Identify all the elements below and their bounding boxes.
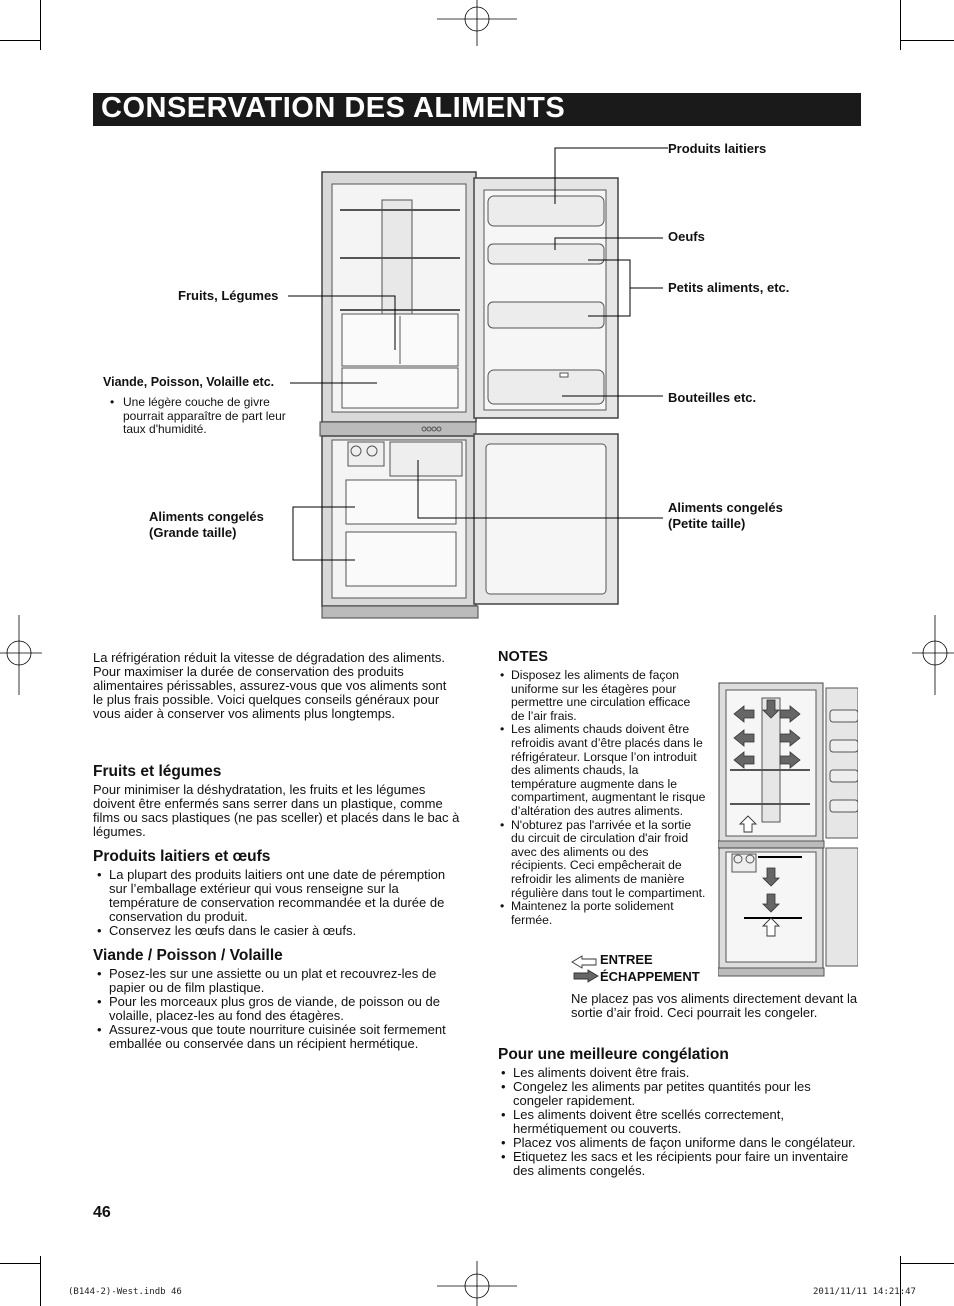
intro-paragraph: La réfrigération réduit la vitesse de dégradation des aliments. Pour maximiser la durée de conservation des produits alimentaires périssables, assurez-vous que vos aliments sont le plus frais possible. Voici quelques conseils généraux pour vous aider à conserver vos aliments plus longtemps. [93, 650, 447, 721]
list-item: • Posez-les sur une assiette ou un plat et recouvrez-les de papier ou de film plastique. [93, 967, 461, 995]
label-fruits-legumes: Fruits, Légumes [178, 288, 279, 303]
label-oeufs: Oeufs [668, 229, 705, 244]
heading-laitiers: Produits laitiers et œufs [93, 848, 271, 865]
footer-file: (B144-2)-West.indb 46 [68, 1287, 182, 1297]
list-item: • Placez vos aliments de façon uniforme dans le congélateur. [497, 1136, 861, 1150]
list-item: • Disposez les aliments de façon uniforme sur les étagères pour permettre une circulation efficace de l’air frais. [496, 669, 706, 723]
list-item: • Les aliments chauds doivent être refroidis avant d’être placés dans le réfrigérateur. Lorsque l’on introduit des aliments chauds, la température augmente dans le compartiment, augmentant le risque d’altération des autres aliments. [496, 723, 706, 818]
label-petits-aliments: Petits aliments, etc. [668, 280, 790, 295]
viande-list [93, 967, 461, 1051]
list-item: • Les aliments doivent être scellés correctement, hermétiquement ou couverts. [497, 1108, 861, 1136]
fruits-paragraph: Pour minimiser la déshydratation, les fruits et les légumes doivent être enfermés sans serrer dans un plastique, comme films ou sacs plastiques (ne pas sceller) et placés dans le bac à légumes. [93, 782, 460, 839]
label-bouteilles: Bouteilles etc. [668, 390, 757, 405]
list-item: • Les aliments doivent être frais. [497, 1066, 861, 1080]
footer-date: 2011/11/11 14:21:47 [813, 1287, 916, 1297]
label-produits-laitiers: Produits laitiers [668, 141, 767, 156]
label-congeles-petite: Aliments congelés (Petite taille) [668, 500, 783, 531]
page-title-bar [93, 93, 861, 126]
registration-mark-left [0, 615, 42, 695]
heading-viande: Viande / Poisson / Volaille [93, 947, 283, 964]
registration-mark-right [912, 615, 954, 695]
list-item: • N'obturez pas l'arrivée et la sortie du circuit de circulation d'air froid avec des aliments ou des récipients. Ceci empêcherait de refroidir les aliments de manière régulière dans tout le compartiment. [496, 819, 706, 901]
laitiers-list [93, 868, 461, 938]
list-item: • Assurez-vous que toute nourriture cuisinée soit fermement emballée ou conservée dans un récipient hermétique. [93, 1023, 461, 1051]
heading-notes: NOTES [498, 649, 548, 665]
airflow-warning: Ne placez pas vos aliments directement devant la sortie d’air froid. Ceci pourrait les congeler. [571, 991, 858, 1020]
page-title: CONSERVATION DES ALIMENTS [101, 92, 566, 124]
heading-congelation: Pour une meilleure congélation [498, 1046, 729, 1063]
list-item: • Maintenez la porte solidement fermée. [496, 900, 706, 927]
list-item: • Etiquetez les sacs et les récipients pour faire un inventaire des aliments congelés. [497, 1150, 861, 1178]
label-viande-note: • Une légère couche de givre pourrait apparaître de part leur taux d'humidité. [110, 395, 286, 436]
label-congeles-grande: Aliments congelés (Grande taille) [149, 509, 264, 540]
list-item: • Congelez les aliments par petites quantités pour les congeler rapidement. [497, 1080, 861, 1108]
congelation-list [497, 1066, 861, 1178]
heading-fruits: Fruits et légumes [93, 763, 222, 780]
list-item: • La plupart des produits laitiers ont une date de péremption sur l’emballage extérieur qui vous renseigne sur la température de conservation recommandée et la durée de conservation du produit. [93, 868, 461, 924]
airflow-diagram [718, 682, 858, 978]
page-number: 46 [93, 1204, 111, 1221]
inlet-arrow-icon [570, 954, 600, 984]
registration-mark-top [437, 0, 517, 60]
notes-list [496, 669, 706, 927]
label-viande: Viande, Poisson, Volaille etc. [103, 375, 275, 389]
list-item: • Pour les morceaux plus gros de viande, de poisson ou de volaille, placez-les au fond des étagères. [93, 995, 461, 1023]
registration-mark-bottom [437, 1256, 517, 1306]
label-echappement: ÉCHAPPEMENT [600, 969, 700, 984]
label-entree: ENTREE [600, 952, 653, 967]
list-item: • Conservez les œufs dans le casier à œufs. [93, 924, 461, 938]
